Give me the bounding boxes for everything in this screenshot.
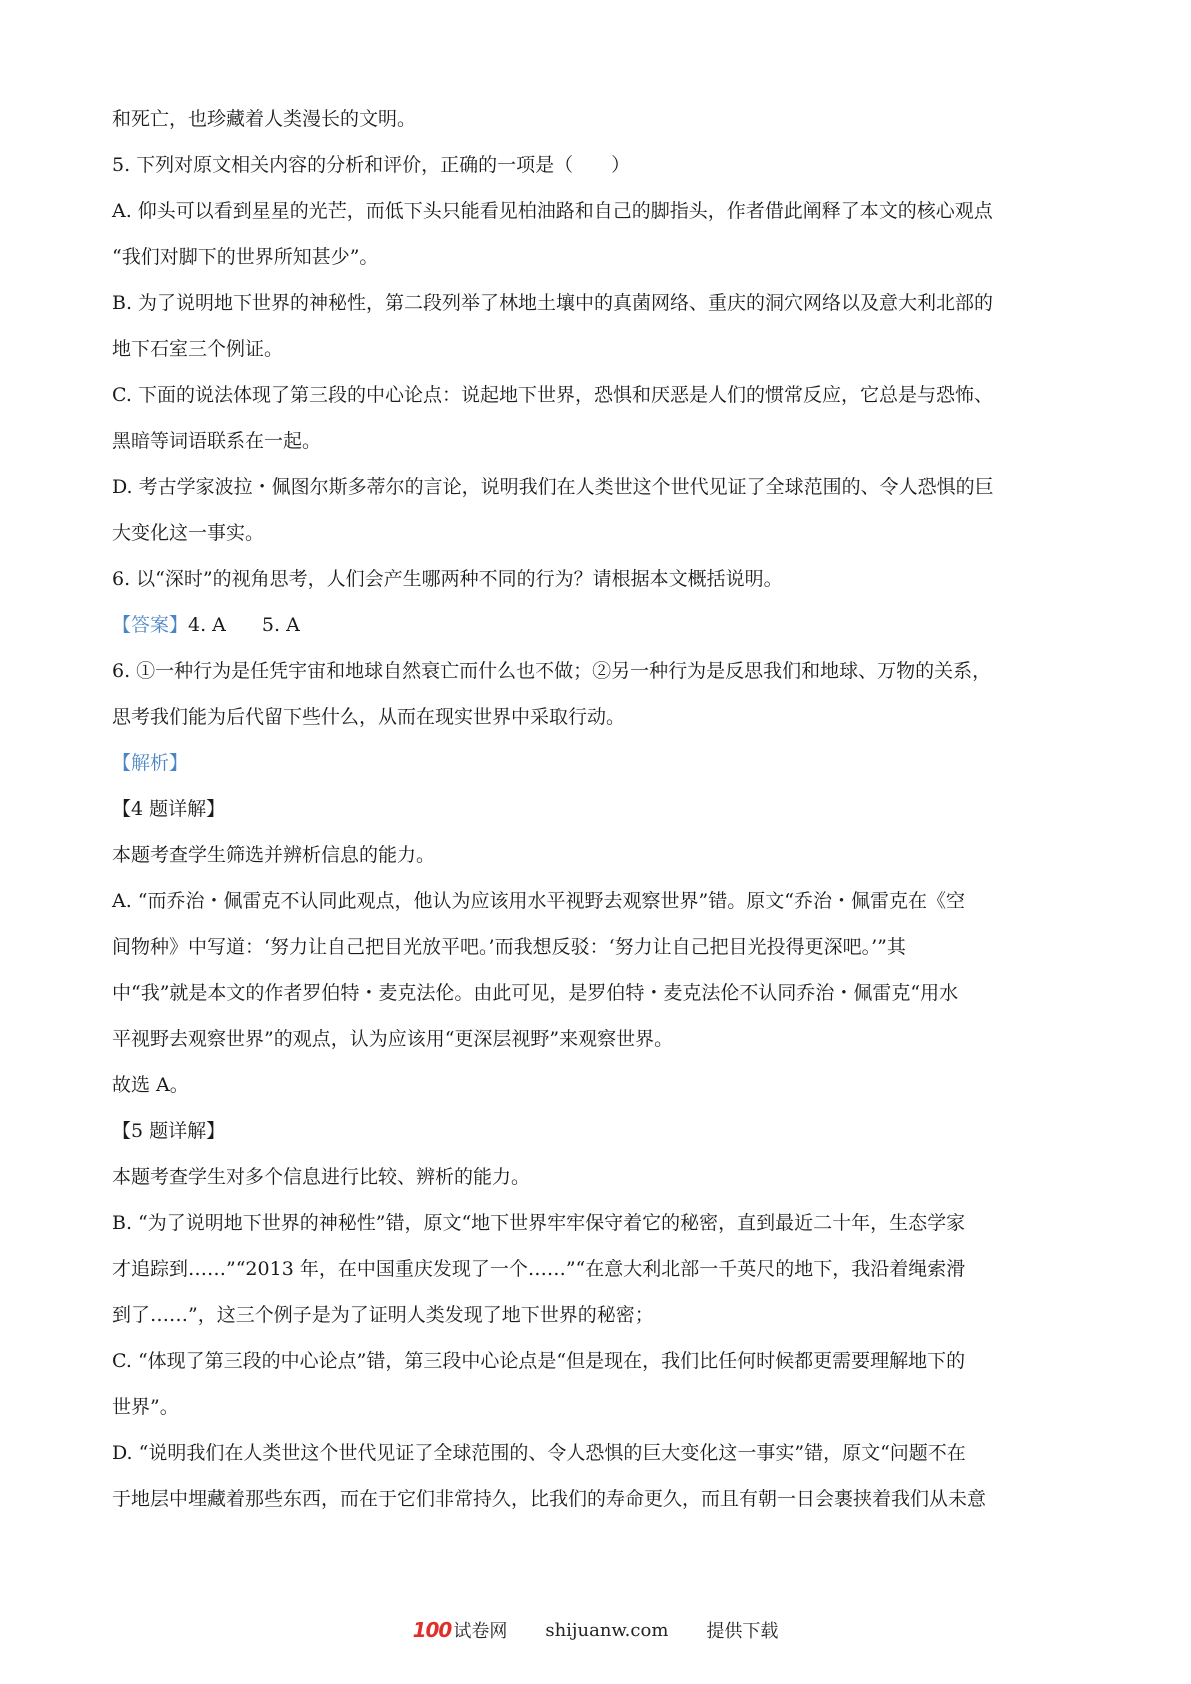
answer-line: [112, 602, 1092, 648]
q5-detail-text: 世界”。: [112, 1396, 179, 1418]
q5-detail-text: D. “说明我们在人类世这个世代见证了全球范围的、令人恐惧的巨大变化这一事实”错，原文“问题不在: [112, 1442, 966, 1464]
analysis-tag: 【解析】: [112, 752, 189, 774]
q4-detail-text: 间物种》中写道：‘努力让自己把目光放平吧。’而我想反驳：‘努力让自己把目光投得更深吧。’”其: [112, 936, 906, 958]
q4-detail-heading: 【4 题详解】: [112, 798, 226, 820]
q4-detail-text: A. “而乔治・佩雷克不认同此观点，他认为应该用水平视野去观察世界”错。原文“乔治・佩雷克在《空: [112, 890, 965, 912]
option-a-line-2: “我们对脚下的世界所知甚少”。: [112, 246, 379, 268]
question-6-stem: 6. 以“深时”的视角思考，人们会产生哪两种不同的行为？请根据本文概括说明。: [112, 568, 783, 590]
answer-6-line-2: 思考我们能为后代留下些什么，从而在现实世界中采取行动。: [112, 706, 626, 728]
option-c-line-1: C. 下面的说法体现了第三段的中心论点：说起地下世界，恐惧和厌恶是人们的惯常反应，它总是与恐怖、: [112, 384, 993, 406]
q5-detail-heading: 【5 题详解】: [112, 1120, 226, 1142]
answer-tag: 【答案】: [112, 614, 189, 636]
option-d-line-1: D. 考古学家波拉・佩图尔斯多蒂尔的言论，说明我们在人类世这个世代见证了全球范围的、令人恐惧的巨: [112, 476, 994, 498]
q5-detail-text: 才追踪到……”“2013 年，在中国重庆发现了一个……”“在意大利北部一千英尺的地下，我沿着绳索滑: [112, 1258, 966, 1280]
option-b-line-1: B. 为了说明地下世界的神秘性，第二段列举了林地土壤中的真菌网络、重庆的洞穴网络以及意大利北部的: [112, 292, 994, 314]
q4-conclusion: 故选 A。: [112, 1074, 189, 1096]
q5-detail-text: 于地层中埋藏着那些东西，而在于它们非常持久，比我们的寿命更久，而且有朝一日会裹挟着我们从未意: [112, 1488, 987, 1510]
q4-detail-text: 平视野去观察世界”的观点，认为应该用“更深层视野”来观察世界。: [112, 1028, 674, 1050]
page-footer: [0, 1614, 1191, 1646]
q5-detail-text: C. “体现了第三段的中心论点”错，第三段中心论点是“但是现在，我们比任何时候都更需要理解地下的: [112, 1350, 966, 1372]
q5-detail-intro: 本题考查学生对多个信息进行比较、辨析的能力。: [112, 1166, 531, 1188]
answer-5: 5. A: [261, 614, 300, 636]
logo-text: 试卷网: [453, 1621, 508, 1642]
text-line: 和死亡，也珍藏着人类漫长的文明。: [112, 108, 417, 130]
logo-icon: 100: [412, 1618, 452, 1642]
answer-4: 4. A: [188, 614, 226, 636]
option-d-line-2: 大变化这一事实。: [112, 522, 265, 544]
option-a-line-1: A. 仰头可以看到星星的光芒，而低下头只能看见柏油路和自己的脚指头，作者借此阐释了本文的核心观点: [112, 200, 993, 222]
option-c-line-2: 黑暗等词语联系在一起。: [112, 430, 322, 452]
answer-6-line-1: 6. ①一种行为是任凭宇宙和地球自然衰亡而什么也不做；②另一种行为是反思我们和地球、万物的关系，: [112, 660, 992, 682]
footer-note: 提供下载: [706, 1621, 779, 1642]
site-link[interactable]: shijuanw.com: [545, 1619, 669, 1641]
q5-detail-text: 到了……”，这三个例子是为了证明人类发现了地下世界的秘密；: [112, 1304, 654, 1326]
question-5-stem: 5. 下列对原文相关内容的分析和评价，正确的一项是（ ）: [112, 154, 631, 176]
q5-detail-text: B. “为了说明地下世界的神秘性”错，原文“地下世界牢牢保守着它的秘密，直到最近二十年，生态学家: [112, 1212, 966, 1234]
option-b-line-2: 地下石室三个例证。: [112, 338, 284, 360]
q4-detail-text: 中“我”就是本文的作者罗伯特・麦克法伦。由此可见，是罗伯特・麦克法伦不认同乔治・佩雷克“用水: [112, 982, 959, 1004]
q4-detail-intro: 本题考查学生筛选并辨析信息的能力。: [112, 844, 436, 866]
page-content: [112, 96, 1092, 1522]
